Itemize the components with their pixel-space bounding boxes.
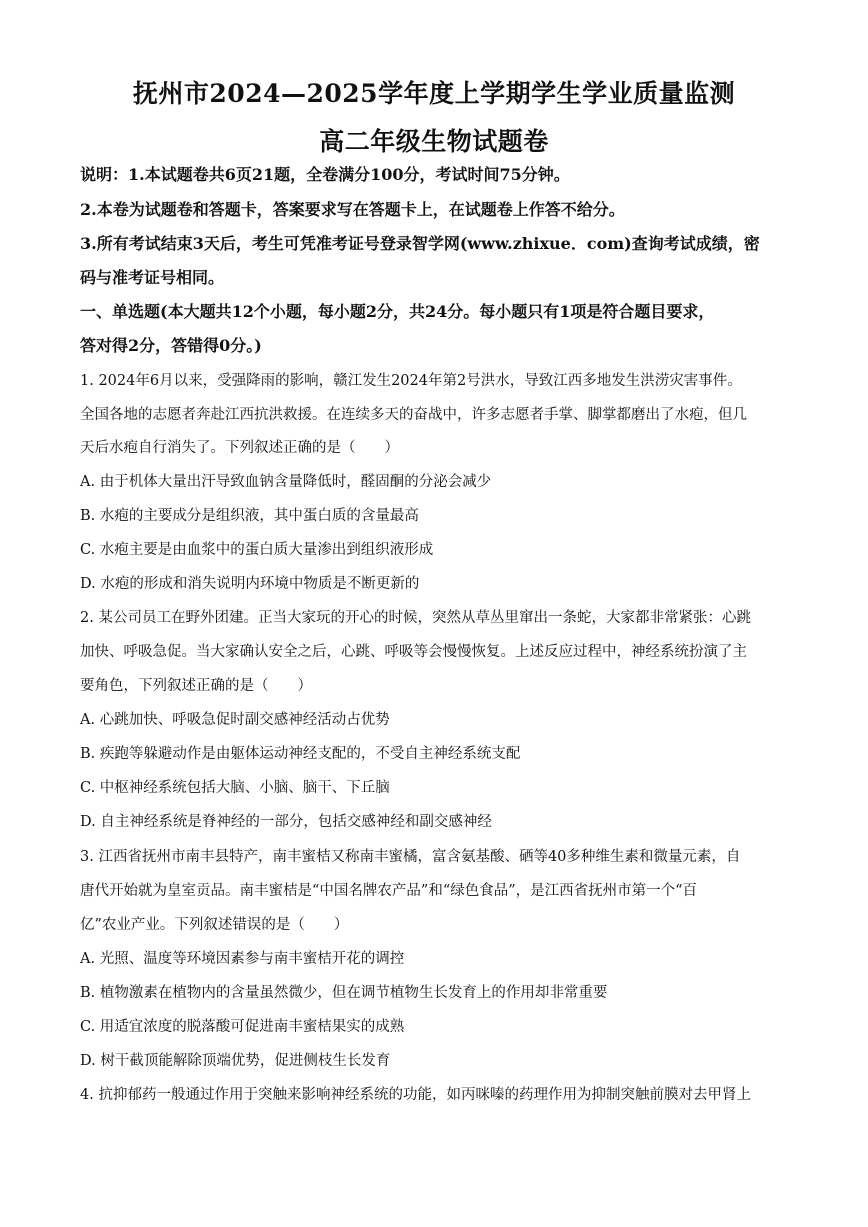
question-3-option-c: C. 用适宜浓度的脱落酸可促进南丰蜜桔果实的成熟 xyxy=(80,1019,405,1035)
question-2-stem: 要角色，下列叙述正确的是（ ） xyxy=(80,678,312,694)
question-1-stem: 1. 2024年6月以来，受强降雨的影响，赣江发生2024年第2号洪水，导致江西多地发生洪涝灾害事件。 xyxy=(80,373,742,389)
exam-subtitle: 高二年级生物试题卷 xyxy=(319,127,549,156)
question-3-option-b: B. 植物激素在植物内的含量虽然微少，但在调节植物生长发育上的作用却非常重要 xyxy=(80,985,608,1001)
question-2-option-c: C. 中枢神经系统包括大脑、小脑、脑干、下丘脑 xyxy=(80,780,390,796)
question-2-stem: 2. 某公司员工在野外团建。正当大家玩的开心的时候，突然从草丛里窜出一条蛇，大家都非常紧张：心跳 xyxy=(80,610,751,626)
question-3-stem: 3. 江西省抚州市南丰县特产，南丰蜜桔又称南丰蜜橘，富含氨基酸、硒等40多种维生素和微量元素，自 xyxy=(80,849,741,865)
instruction-line-2: 2.本卷为试题卷和答题卡，答案要求写在答题卡上，在试题卷上作答不给分。 xyxy=(80,200,625,219)
question-3-option-a: A. 光照、温度等环境因素参与南丰蜜桔开花的调控 xyxy=(80,951,405,967)
question-1-option-c: C. 水疱主要是由血浆中的蛋白质大量渗出到组织液形成 xyxy=(80,542,434,558)
exam-title: 抚州市2024—2025学年度上学期学生学业质量监测 xyxy=(132,79,736,108)
question-4-stem: 4. 抗抑郁药一般通过作用于突触来影响神经系统的功能，如丙咪嗪的药理作用为抑制突触前膜对去甲肾上 xyxy=(80,1087,751,1103)
question-1-option-a: A. 由于机体大量出汗导致血钠含量降低时，醛固酮的分泌会减少 xyxy=(80,474,492,490)
question-3-option-d: D. 树干截顶能解除顶端优势，促进侧枝生长发育 xyxy=(80,1053,391,1069)
instruction-line-3b: 码与准考证号相同。 xyxy=(80,268,225,287)
instruction-line-1: 说明：1.本试题卷共6页21题，全卷满分100分，考试时间75分钟。 xyxy=(80,165,570,184)
question-2-stem: 加快、呼吸急促。当大家确认安全之后，心跳、呼吸等会慢慢恢复。上述反应过程中，神经系统扮演了主 xyxy=(80,644,747,660)
question-1-option-d: D. 水疱的形成和消失说明内环境中物质是不断更新的 xyxy=(80,576,420,592)
question-1-stem: 全国各地的志愿者奔赴江西抗洪救援。在连续多天的奋战中，许多志愿者手掌、脚掌都磨出了水疱，但几 xyxy=(80,407,747,423)
question-2-option-d: D. 自主神经系统是脊神经的一部分，包括交感神经和副交感神经 xyxy=(80,814,492,830)
section-heading-line-2: 答对得2分，答错得0分。) xyxy=(80,336,262,355)
instruction-line-3a: 3.所有考试结束3天后，考生可凭准考证号登录智学网(www.zhixue．com)查询考试成绩，密 xyxy=(80,234,760,253)
question-1-stem: 天后水疱自行消失了。下列叙述正确的是（ ） xyxy=(80,440,399,456)
question-2-option-b: B. 疾跑等躲避动作是由躯体运动神经支配的，不受自主神经系统支配 xyxy=(80,746,521,762)
section-heading-line-1: 一、单选题(本大题共12个小题，每小题2分，共24分。每小题只有1项是符合题目要求， xyxy=(80,302,715,321)
question-3-stem: 唐代开始就为皇室贡品。南丰蜜桔是“中国名牌农产品”和“绿色食品”，是江西省抚州市第一个“百 xyxy=(80,883,698,899)
question-3-stem: 亿”农业产业。下列叙述错误的是（ ） xyxy=(80,917,349,933)
question-2-option-a: A. 心跳加快、呼吸急促时副交感神经活动占优势 xyxy=(80,712,390,728)
question-1-option-b: B. 水疱的主要成分是组织液，其中蛋白质的含量最高 xyxy=(80,508,419,524)
